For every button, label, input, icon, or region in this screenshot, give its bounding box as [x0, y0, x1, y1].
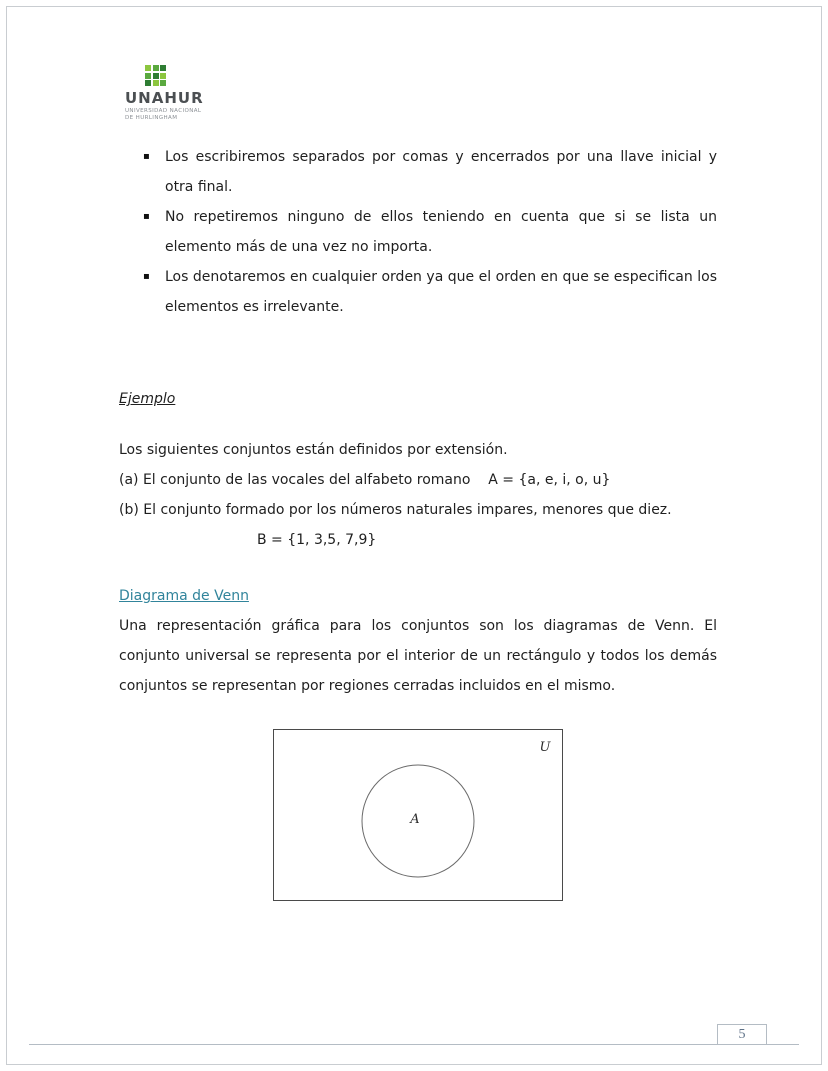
document-page — [6, 6, 822, 1065]
bullet-marker-icon: ▪ — [143, 271, 150, 282]
logo-title: UNAHUR — [125, 89, 204, 107]
venn-paragraph: Una representación gráfica para los conjuntos son los diagramas de Venn. El conjunto universal se representa por el interior de un rectángulo y todos los demás conjuntos se representan por regiones cerradas incluidos en el mismo. — [119, 618, 717, 694]
logo-subtitle-line1: UNIVERSIDAD NACIONAL — [125, 108, 202, 114]
set-b-definition: B = {1, 3,5, 7,9} — [257, 532, 377, 548]
example-heading: Ejemplo — [119, 391, 176, 407]
example-item-a: (a) El conjunto de las vocales del alfabeto romano A = {a, e, i, o, u} — [119, 472, 611, 488]
page-footer — [29, 1026, 799, 1045]
bullet-text: No repetiremos ninguno de ellos teniendo en cuenta que si se lista un elemento más de una vez no importa. — [165, 209, 717, 255]
bullet-item — [119, 262, 717, 322]
logo-square — [145, 80, 151, 86]
bullet-item — [119, 202, 717, 262]
bullet-list — [119, 142, 717, 322]
logo-square — [153, 73, 159, 79]
universe-label: U — [539, 740, 551, 755]
example-intro: Los siguientes conjuntos están definidos por extensión. — [119, 442, 508, 458]
bullet-text: Los denotaremos en cualquier orden ya que el orden en que se especifican los elementos es irrelevante. — [165, 269, 717, 315]
page-number-box — [717, 1024, 767, 1045]
unahur-logo-mark-icon — [145, 65, 235, 86]
bullet-marker-icon: ▪ — [143, 211, 150, 222]
example-item-b: (b) El conjunto formado por los números naturales impares, menores que diez. — [119, 502, 672, 518]
logo-square — [153, 80, 159, 86]
footer-divider — [29, 1044, 799, 1045]
logo-square — [160, 80, 166, 86]
logo-square — [160, 65, 166, 71]
logo-square — [145, 65, 151, 71]
unahur-logo — [125, 65, 235, 122]
page-number: 5 — [738, 1026, 746, 1042]
bullet-marker-icon: ▪ — [143, 151, 150, 162]
page-content — [7, 142, 821, 901]
logo-subtitle-line2: DE HURLINGHAM — [125, 115, 178, 121]
venn-diagram — [273, 729, 563, 901]
logo-square — [160, 73, 166, 79]
logo-square — [153, 65, 159, 71]
logo-square — [145, 73, 151, 79]
bullet-item — [119, 142, 717, 202]
venn-diagram-svg — [273, 729, 563, 901]
bullet-text: Los escribiremos separados por comas y encerrados por una llave inicial y otra final. — [165, 149, 717, 195]
set-a-label: A — [410, 812, 420, 827]
logo-subtitle — [125, 108, 235, 122]
venn-heading-link[interactable]: Diagrama de Venn — [119, 588, 249, 604]
